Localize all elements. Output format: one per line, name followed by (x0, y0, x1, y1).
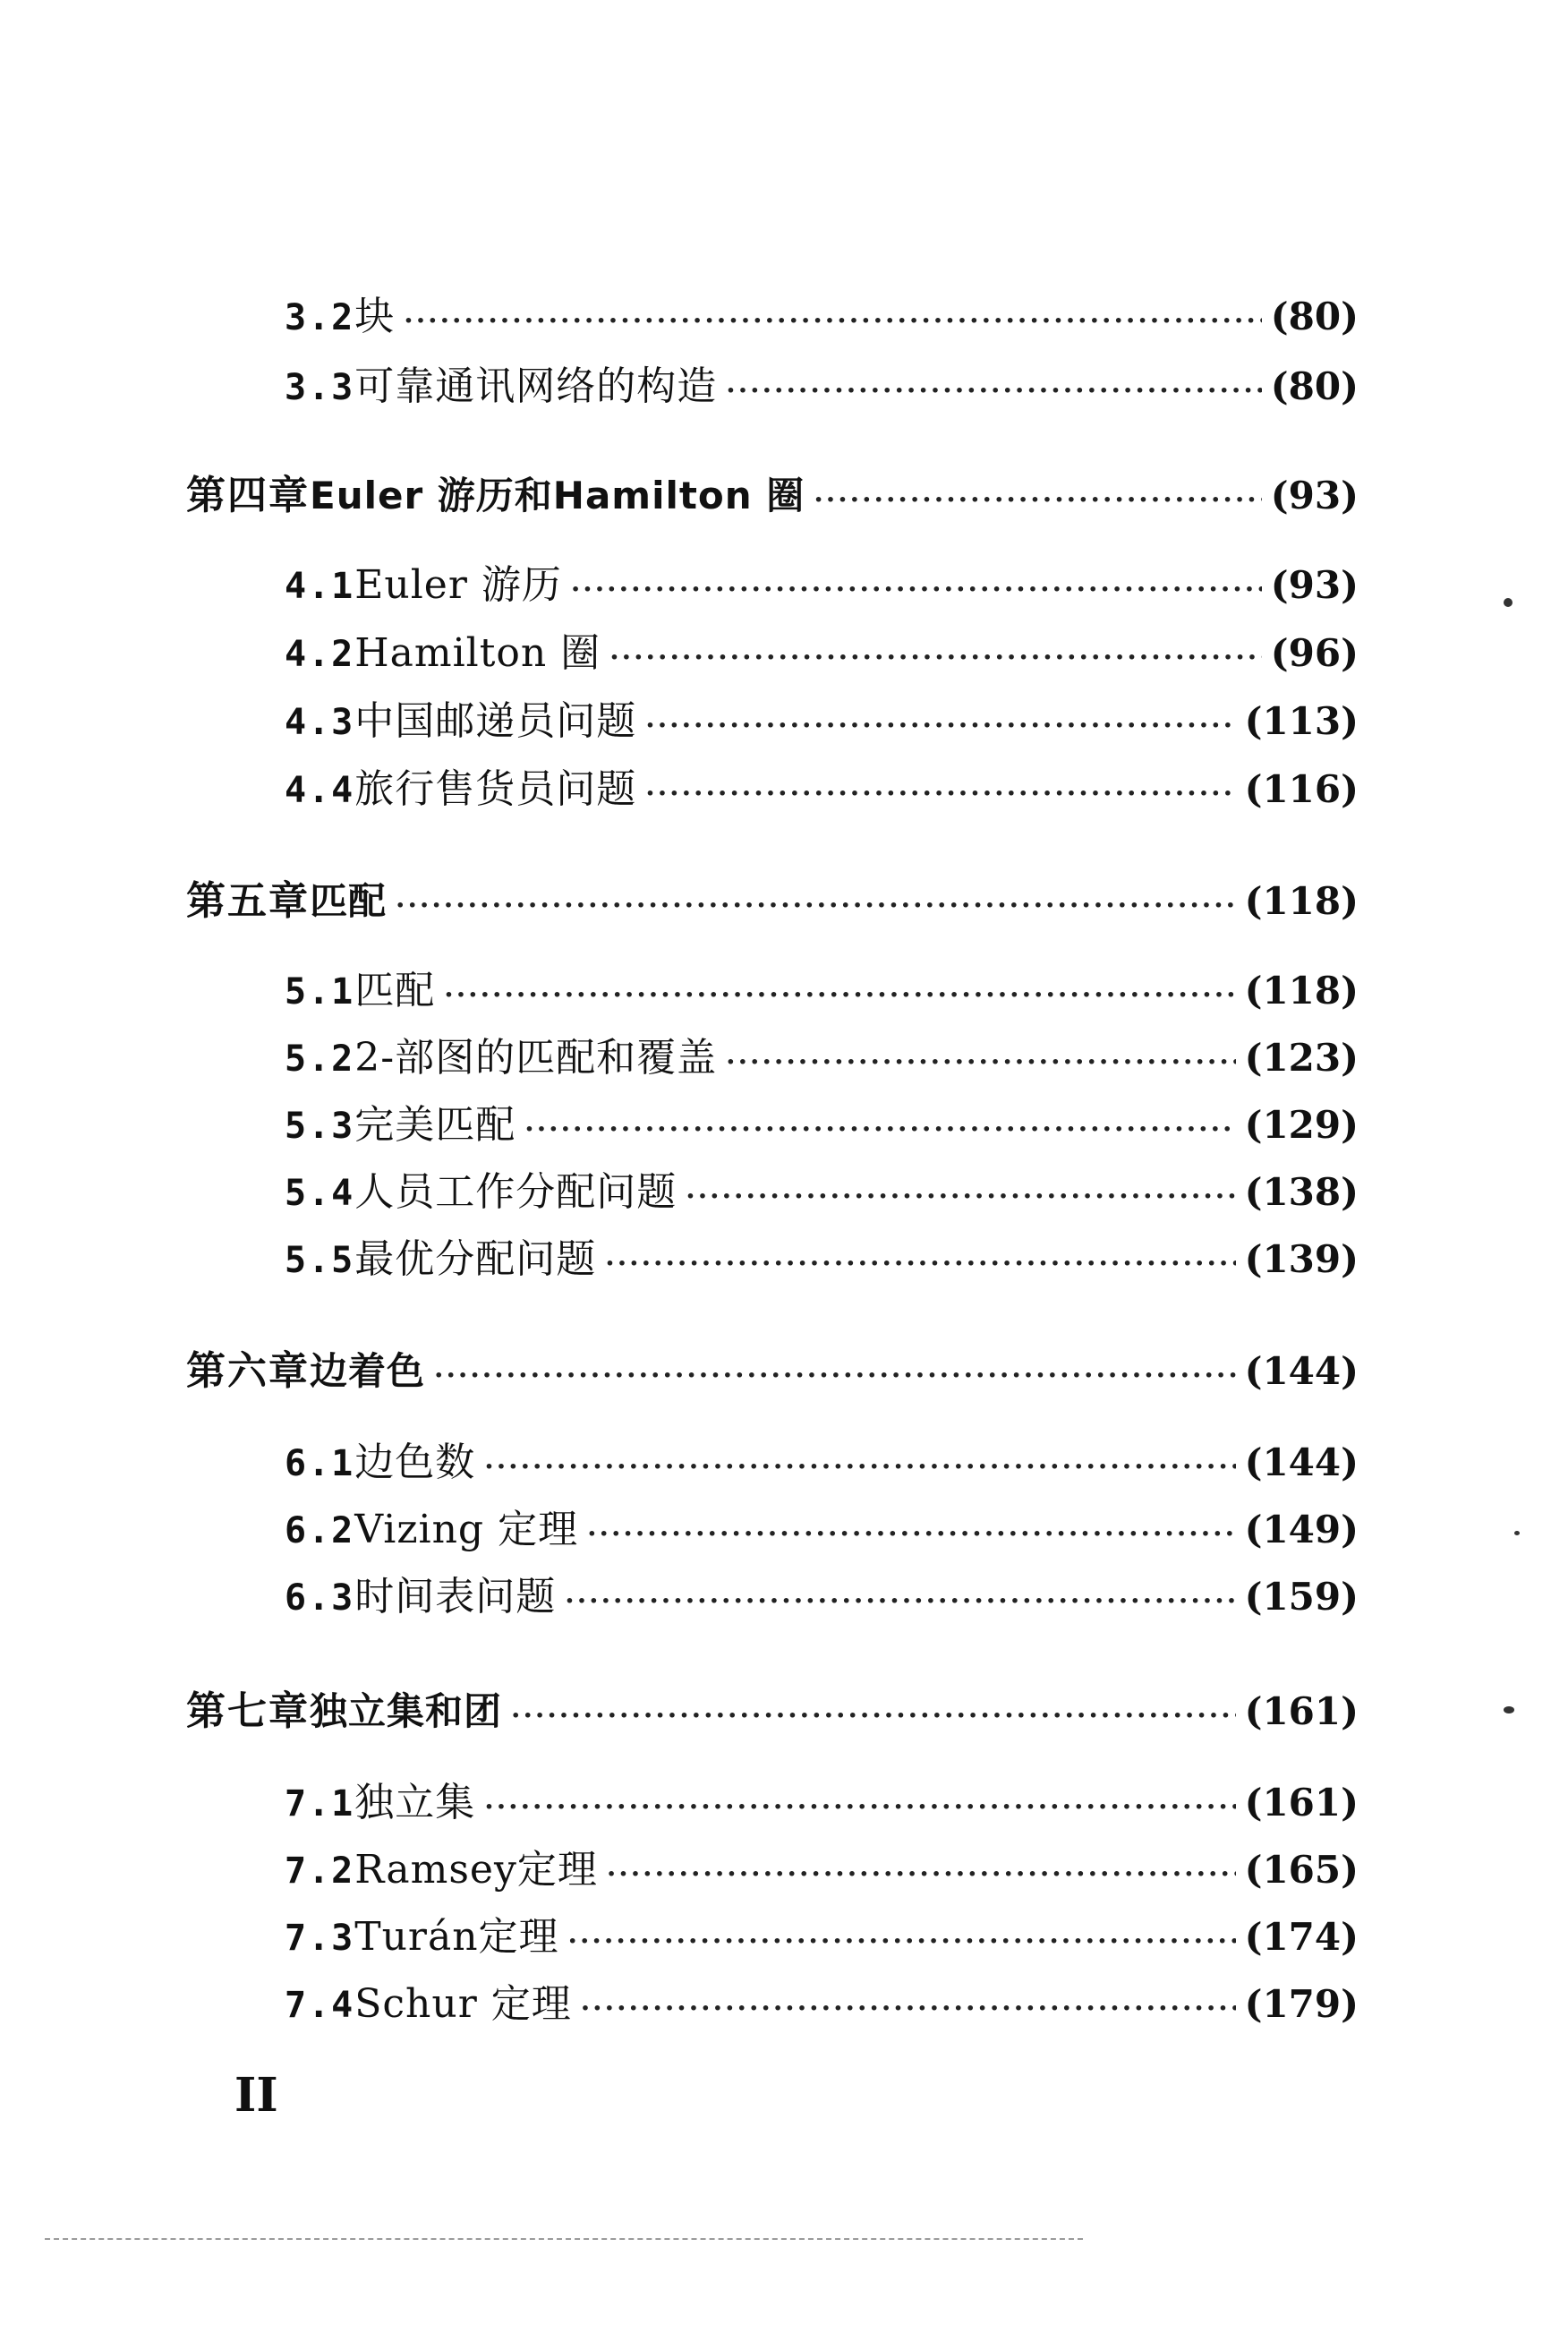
section-title: Turán定理 (354, 1914, 559, 1960)
page-number: (161) (1244, 1781, 1359, 1825)
section-title: 2-部图的匹配和覆盖 (354, 1035, 718, 1081)
dot-leader (726, 1049, 1235, 1076)
page-number: (118) (1244, 969, 1359, 1013)
dot-leader (571, 577, 1262, 603)
section-title: 边色数 (354, 1440, 476, 1485)
section-title: 时间表问题 (354, 1574, 557, 1619)
section-number: 3.3 (285, 367, 355, 408)
dot-leader (814, 487, 1261, 514)
page-number: (149) (1244, 1508, 1359, 1551)
section-number: 4.4 (285, 770, 355, 811)
toc-entry-7-2[interactable] (285, 1847, 1359, 1893)
section-title: Euler 游历 (354, 562, 562, 608)
dot-leader (645, 713, 1235, 739)
chapter-title: Euler 游历和Hamilton 圈 (310, 474, 805, 517)
toc-chapter-7[interactable] (186, 1688, 1359, 1734)
dot-leader (524, 1116, 1235, 1143)
page-folio: II (234, 2068, 278, 2123)
toc-entry-3-2[interactable] (285, 294, 1359, 339)
section-number: 4.1 (285, 566, 355, 607)
scan-edge-line (45, 2238, 1083, 2240)
toc-entry-7-3[interactable] (285, 1914, 1359, 1960)
section-number: 3.2 (285, 297, 355, 338)
toc-entry-6-3[interactable] (285, 1574, 1359, 1619)
dot-leader (396, 893, 1236, 919)
section-number: 7.4 (285, 1985, 355, 2026)
toc-entry-6-2[interactable] (285, 1507, 1359, 1552)
page-number: (93) (1270, 474, 1359, 517)
page-number: (113) (1244, 699, 1359, 743)
dot-leader (645, 781, 1235, 808)
section-number: 5.3 (285, 1106, 355, 1147)
dot-leader (609, 645, 1262, 671)
dot-leader (484, 1454, 1235, 1481)
dot-leader (565, 1588, 1235, 1615)
toc-entry-6-1[interactable] (285, 1440, 1359, 1485)
toc-entry-7-1[interactable] (285, 1780, 1359, 1825)
toc-entry-4-4[interactable] (285, 766, 1359, 812)
section-title: 匹配 (354, 968, 436, 1013)
dot-leader (568, 1928, 1236, 1955)
page-number: (123) (1244, 1036, 1359, 1080)
page-number: (165) (1244, 1848, 1359, 1892)
section-number: 6.1 (285, 1443, 355, 1484)
chapter-title: 边着色 (310, 1349, 426, 1393)
toc-entry-5-1[interactable] (285, 968, 1359, 1013)
section-title: 完美匹配 (354, 1102, 516, 1148)
dot-leader (444, 982, 1235, 1009)
toc-entry-4-3[interactable] (285, 698, 1359, 744)
scan-speck (1504, 598, 1513, 607)
chapter-title: 匹配 (310, 879, 388, 923)
section-number: 7.1 (285, 1783, 355, 1825)
page-number: (159) (1244, 1575, 1359, 1619)
page-number: (80) (1270, 364, 1359, 408)
dot-leader (607, 1861, 1236, 1888)
chapter-label: 第六章 (186, 1348, 310, 1394)
dot-leader (587, 1521, 1236, 1548)
toc-chapter-6[interactable] (186, 1348, 1359, 1394)
toc-entry-5-3[interactable] (285, 1102, 1359, 1148)
page-number: (144) (1244, 1440, 1359, 1484)
dot-leader (581, 1995, 1236, 2022)
section-title: Schur 定理 (354, 1981, 572, 2027)
section-title: 旅行售货员问题 (354, 766, 637, 812)
toc-entry-5-5[interactable] (285, 1236, 1359, 1282)
section-number: 7.2 (285, 1850, 355, 1892)
toc-entry-3-3[interactable] (285, 363, 1359, 409)
page-number: (144) (1244, 1349, 1359, 1393)
toc-entry-7-4[interactable] (285, 1981, 1359, 2027)
section-title: 最优分配问题 (354, 1236, 597, 1282)
section-number: 5.1 (285, 971, 355, 1013)
toc-entry-5-2[interactable] (285, 1035, 1359, 1081)
dot-leader (404, 308, 1262, 335)
toc-entry-4-2[interactable] (285, 630, 1359, 676)
scan-speck (1514, 1531, 1520, 1535)
page-number: (179) (1244, 1982, 1359, 2026)
toc-entry-4-1[interactable] (285, 562, 1359, 608)
page-number: (139) (1244, 1237, 1359, 1281)
page-number: (129) (1244, 1103, 1359, 1147)
section-number: 6.3 (285, 1577, 355, 1619)
section-number: 4.2 (285, 634, 355, 675)
section-title: Ramsey定理 (354, 1847, 598, 1893)
toc-chapter-5[interactable] (186, 878, 1359, 924)
chapter-label: 第四章 (186, 473, 310, 518)
section-number: 7.3 (285, 1918, 355, 1959)
dot-leader (434, 1363, 1236, 1389)
section-number: 5.2 (285, 1038, 355, 1080)
dot-leader (511, 1703, 1236, 1730)
chapter-label: 第七章 (186, 1688, 310, 1734)
page-number: (118) (1244, 879, 1359, 923)
dot-leader (726, 378, 1262, 405)
section-number: 6.2 (285, 1510, 355, 1551)
page-number: (138) (1244, 1170, 1359, 1214)
section-number: 4.3 (285, 702, 355, 743)
page-number: (161) (1244, 1689, 1359, 1733)
section-title: 人员工作分配问题 (354, 1169, 677, 1215)
toc-entry-5-4[interactable] (285, 1169, 1359, 1215)
page-number: (93) (1270, 563, 1359, 607)
section-title: 可靠通讯网络的构造 (354, 363, 718, 409)
dot-leader (484, 1794, 1235, 1821)
dot-leader (605, 1251, 1235, 1278)
section-number: 5.4 (285, 1173, 355, 1214)
section-title: Vizing 定理 (354, 1507, 579, 1552)
chapter-title: 独立集和团 (310, 1689, 503, 1733)
section-title: 块 (354, 294, 396, 339)
page-number: (174) (1244, 1915, 1359, 1959)
page-number: (116) (1244, 767, 1359, 811)
section-number: 5.5 (285, 1240, 355, 1281)
toc-chapter-4[interactable] (186, 473, 1359, 518)
chapter-label: 第五章 (186, 878, 310, 924)
dot-leader (686, 1184, 1235, 1210)
section-title: 独立集 (354, 1780, 476, 1825)
section-title: 中国邮递员问题 (354, 698, 637, 744)
page-number: (96) (1270, 631, 1359, 675)
scan-speck (1504, 1706, 1514, 1713)
section-title: Hamilton 圈 (354, 630, 601, 676)
page-number: (80) (1270, 295, 1359, 338)
